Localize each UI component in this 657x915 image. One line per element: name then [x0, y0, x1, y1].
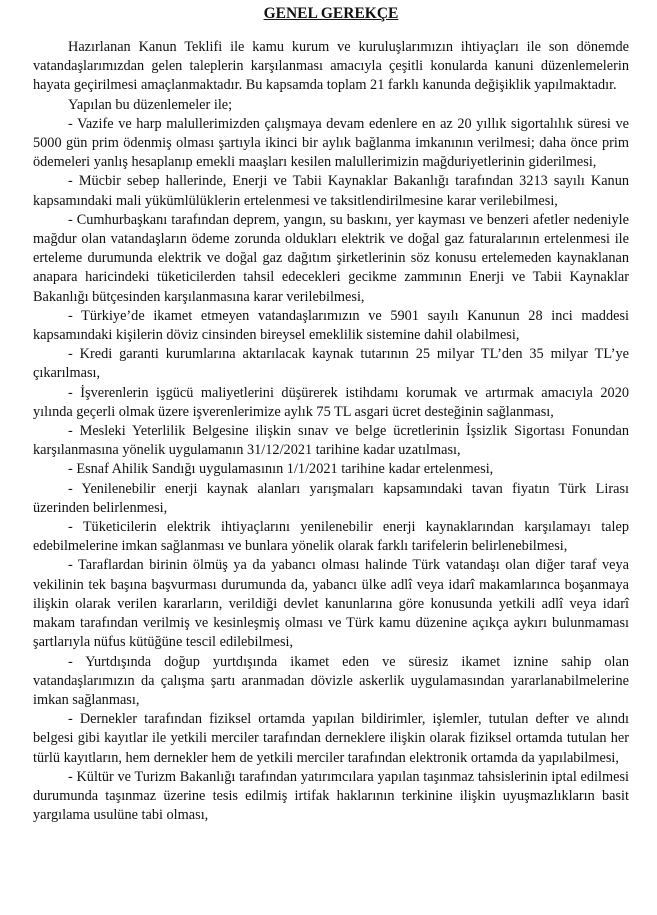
list-item: - Taraflardan birinin ölmüş ya da yabancı olması halinde Türk vatandaşı olan diğer taraf veya vekilinin tek başına başvurması durumunda da, yabancı ülke adlî veya idarî makamlarınca boşanmaya ilişkin olarak verilen kararların, verildiği devlet kanunlarına göre konusunda yetkili adlî veya idarî makam tarafından verilmiş ve kesinleşmiş olması ve Türk kamu düzenine açıkça aykırı bulunmaması şartlarıyla nüfus kütüğüne tescil edilebilmesi,: [33, 557, 629, 651]
list-item: - Cumhurbaşkanı tarafından deprem, yangın, su baskını, yer kayması ve benzeri afetler nedeniyle mağdur olan vatandaşların ödeme zorunda oldukları elektrik ve doğal gaz faturalarının ertelenmesi ile erteleme durumunda elektrik ve doğal gaz dağıtım şirketlerinin söz konusu ertelemeden kaynaklanan anapara haricindeki tüketicilerden tahsil edecekleri gecikme zammının Enerji ve Tabii Kaynaklar Bakanlığı bütçesinden karşılanmasına karar verilebilmesi,: [33, 211, 629, 305]
document-title: GENEL GEREKÇE: [263, 5, 399, 22]
list-item: - Türkiye’de ikamet etmeyen vatandaşlarımızın ve 5901 sayılı Kanunun 28 inci maddesi kapsamındaki kişilerin döviz cinsinden bireysel emeklilik sistemine dahil olabilmesi,: [33, 307, 629, 344]
list-item: - Tüketicilerin elektrik ihtiyaçlarını yenilenebilir enerji kaynaklarından karşılamayı talep edebilmelerine imkan sağlanması ve bunlara yönelik olarak farklı tarifelerin belirlenebilmesi,: [33, 519, 629, 555]
intro-paragraph: Hazırlanan Kanun Teklifi ile kamu kurum ve kuruluşlarımızın ihtiyaçları ile son dönemde vatandaşlarımızdan gelen taleplerin karşılanması amacıyla çeşitli konularda kanuni düzenlemelerin hayata geçirilmesi amaçlanmaktadır. Bu kapsamda toplam 21 farklı kanunda değişiklik yapılmaktadır.: [33, 39, 629, 94]
list-item: - Mücbir sebep hallerinde, Enerji ve Tabii Kaynaklar Bakanlığı tarafından 3213 sayılı Kanun kapsamındaki mali yükümlülüklerin ertelenmesi ve taksitlendirilmesine karar verilebilmesi,: [33, 173, 629, 209]
list-item: - Mesleki Yeterlilik Belgesine ilişkin sınav ve belge ücretlerinin İşsizlik Sigortası Fonundan karşılanmasına yönelik uygulamanın 31/12/2021 tarihine kadar uzatılması,: [33, 423, 629, 459]
list-heading: Yapılan bu düzenlemeler ile;: [68, 96, 233, 113]
list-item: - Vazife ve harp malullerimizden çalışmaya devam edenlere en az 20 yıllık sigortalılık süresi ve 5000 gün prim ödenmiş olması şartıyla ikinci bir aylık bağlanma imkanının verilmesi; daha önce prim ödemeleri yanlış hesaplanıp emekli maaşları kesilen malullerimizin mağduriyetlerinin giderilmesi,: [33, 115, 629, 171]
document-body: [33, 38, 629, 825]
list-item: - Esnaf Ahilik Sandığı uygulamasının 1/1/2021 tarihine kadar ertelenmesi,: [68, 461, 494, 478]
list-item: - Kültür ve Turizm Bakanlığı tarafından yatırımcılara yapılan taşınmaz tahsislerinin iptal edilmesi durumunda taşınmaz üzerine tesis edilmiş irtifak haklarının terkinine ilişkin uyuşmazlıkların basit yargılama usulüne tabi olması,: [33, 768, 629, 824]
list-item: - Yurtdışında doğup yurtdışında ikamet eden ve süresiz ikamet iznine sahip olan vatandaşlarımızın da çalışma şartı aranmadan dövizle askerlik uygulamasından yararlanabilmelerine imkan sağlanması,: [33, 653, 629, 708]
list-item: - İşverenlerin işgücü maliyetlerini düşürerek istihdamı korumak ve artırmak amacıyla 2020 yılında geçerli olmak üzere işverenlerimize aylık 75 TL asgari ücret desteğinin sağlanması,: [33, 384, 629, 420]
list-item: - Yenilenebilir enerji kaynak alanları yarışmaları kapsamındaki tavan fiyatın Türk Lirası üzerinden belirlenmesi,: [33, 480, 629, 516]
list-item: - Kredi garanti kurumlarına aktarılacak kaynak tutarının 25 milyar TL’den 35 milyar TL’ye çıkarılması,: [33, 346, 629, 382]
list-item: - Dernekler tarafından fiziksel ortamda yapılan bildirimler, işlemler, tutulan defter ve alındı belgesi gibi kayıtlar ile yetkili merciler tarafından derneklere ilişkin olarak fiziksel ortamda tutulan her türlü kayıtların, hem dernekler hem de yetkili merciler tarafından elektronik ortamda da yapılabilmesi,: [33, 711, 629, 766]
